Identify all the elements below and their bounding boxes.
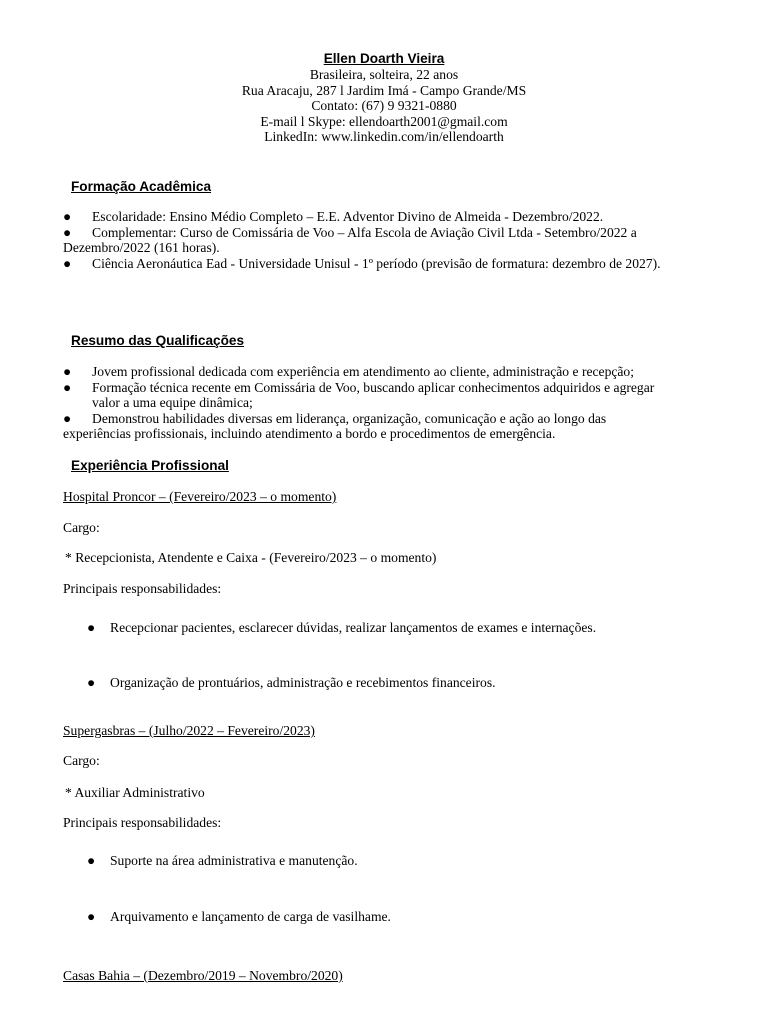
list-item: ● Ciência Aeronáutica Ead - Universidade Unisul - 1º período (previsão de formatura: dezembro de 2027). xyxy=(63,255,661,271)
list-item: ● Organização de prontuários, administração e recebimentos financeiros. xyxy=(87,675,496,690)
resumo-list xyxy=(63,364,677,442)
list-item: ● Demonstrou habilidades diversas em liderança, organização, comunicação e ação ao longo das experiências profissionais, incluindo atendimento a bordo e procedimentos de emergência. xyxy=(63,410,607,442)
job-resp-label: Principais responsabilidades: xyxy=(63,581,222,596)
linkedin-contact: LinkedIn: www.linkedin.com/in/ellendoarth xyxy=(264,129,504,145)
personal-info: Brasileira, solteira, 22 anos xyxy=(309,67,459,82)
job-cargo-label: Cargo: xyxy=(63,753,100,768)
address: Rua Aracaju, 287 l Jardim Imá - Campo Grande/MS xyxy=(241,82,527,98)
list-item: ● Jovem profissional dedicada com experiência em atendimento ao cliente, administração e recepção; xyxy=(63,364,635,379)
job-cargo: * Auxiliar Administrativo xyxy=(65,785,205,800)
resume-header xyxy=(0,51,768,145)
bullet-icon: ● xyxy=(87,909,96,924)
bullet-icon: ● xyxy=(87,620,96,635)
list-item: ● Escolaridade: Ensino Médio Completo – E.E. Adventor Divino de Almeida - Dezembro/2022. xyxy=(63,209,604,224)
list-item: ● Arquivamento e lançamento de carga de vasilhame. xyxy=(87,909,391,924)
job-company-hospital-proncor: Hospital Proncor – (Fevereiro/2023 – o momento) xyxy=(63,489,337,504)
candidate-name: Ellen Doarth Vieira xyxy=(323,51,445,66)
email-contact: E-mail l Skype: ellendoarth2001@gmail.com xyxy=(260,113,508,129)
section-title-resumo: Resumo das Qualificações xyxy=(71,333,245,348)
list-item: ● Complementar: Curso de Comissária de Voo – Alfa Escola de Aviação Civil Ltda - Setembro/2022 a Dezembro/2022 (161 horas). xyxy=(63,224,637,256)
job-resp-label: Principais responsabilidades: xyxy=(63,815,222,830)
bullet-icon: ● xyxy=(87,675,96,690)
section-title-formacao: Formação Acadêmica xyxy=(71,179,212,194)
job-cargo: * Recepcionista, Atendente e Caixa - (Fevereiro/2023 – o momento) xyxy=(65,550,437,565)
section-title-experiencia: Experiência Profissional xyxy=(71,458,229,473)
phone-contact: Contato: (67) 9 9321-0880 xyxy=(311,98,457,114)
bullet-icon: ● xyxy=(87,853,96,868)
job-company-casas-bahia: Casas Bahia – (Dezembro/2019 – Novembro/2020) xyxy=(63,968,343,983)
list-item: ● Formação técnica recente em Comissária de Voo, buscando aplicar conhecimentos adquiridos e agregar valor a uma equipe dinâmica; xyxy=(63,379,655,411)
job-company-supergasbras: Supergasbras – (Julho/2022 – Fevereiro/2023) xyxy=(63,723,315,738)
bullet-icon: ● xyxy=(63,255,72,271)
list-item: ● Recepcionar pacientes, esclarecer dúvidas, realizar lançamentos de exames e internações. xyxy=(87,620,597,635)
bullet-icon: ● xyxy=(63,224,72,240)
list-item: ● Suporte na área administrativa e manutenção. xyxy=(87,853,358,868)
bullet-icon: ● xyxy=(63,410,72,426)
formacao-list xyxy=(63,209,677,271)
job-cargo-label: Cargo: xyxy=(63,520,100,535)
bullet-icon: ● xyxy=(63,379,72,395)
bullet-icon: ● xyxy=(63,364,72,379)
bullet-icon: ● xyxy=(63,209,72,224)
